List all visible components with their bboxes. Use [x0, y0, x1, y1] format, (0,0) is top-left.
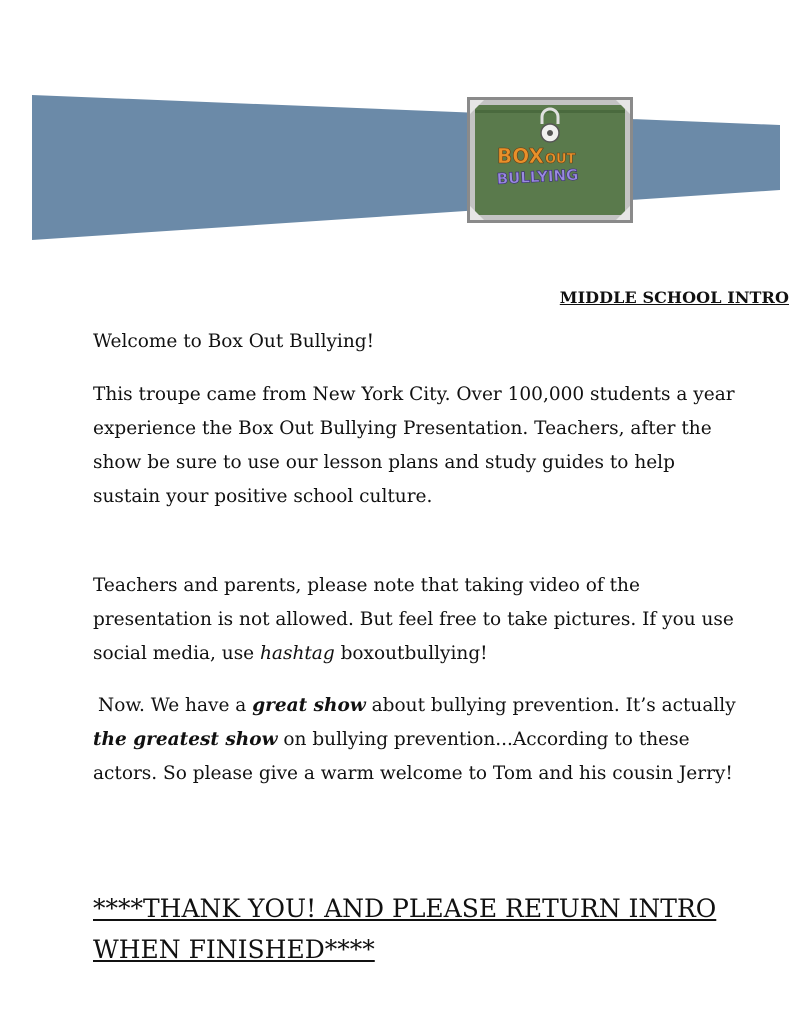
video-text-before: Teachers and parents, please note that taking video of the presentation is not allowed. But feel free to take pictures. If you use social media, use — [93, 575, 734, 664]
video-paragraph — [93, 569, 743, 671]
header-banner — [0, 0, 791, 260]
box-out-bullying-logo — [467, 97, 633, 223]
logo-line1-big: BOX — [497, 144, 544, 168]
logo-line1-small: OUT — [545, 152, 576, 167]
footer-note: ****THANK YOU! AND PLEASE RETURN INTRO WHEN FINISHED**** — [93, 894, 717, 964]
banner-beam — [32, 95, 780, 240]
hashtag-italic: hashtag — [260, 643, 335, 664]
show-paragraph — [93, 689, 743, 791]
greatest-show-emphasis: the greatest show — [93, 729, 278, 750]
troupe-paragraph: This troupe came from New York City. Over 100,000 students a year experience the Box Out Bullying Presentation. Teachers, after the show be sure to use our lesson plans and study guides to help sustain your positive school culture. — [93, 384, 735, 507]
video-text-after: boxoutbullying! — [334, 643, 488, 664]
show-text-part2: about bullying prevention. It’s actually — [365, 695, 736, 716]
logo-line2: BULLYING — [496, 165, 579, 188]
show-text-part3: on bullying prevention...According to these actors. So please give a warm welcome to Tom and his cousin Jerry! — [93, 729, 733, 784]
show-text-part1: Now. We have a — [98, 695, 253, 716]
welcome-paragraph: Welcome to Box Out Bullying! — [93, 331, 375, 352]
great-show-emphasis: great show — [252, 695, 366, 716]
page-heading: MIDDLE SCHOOL INTRO — [559, 288, 789, 307]
